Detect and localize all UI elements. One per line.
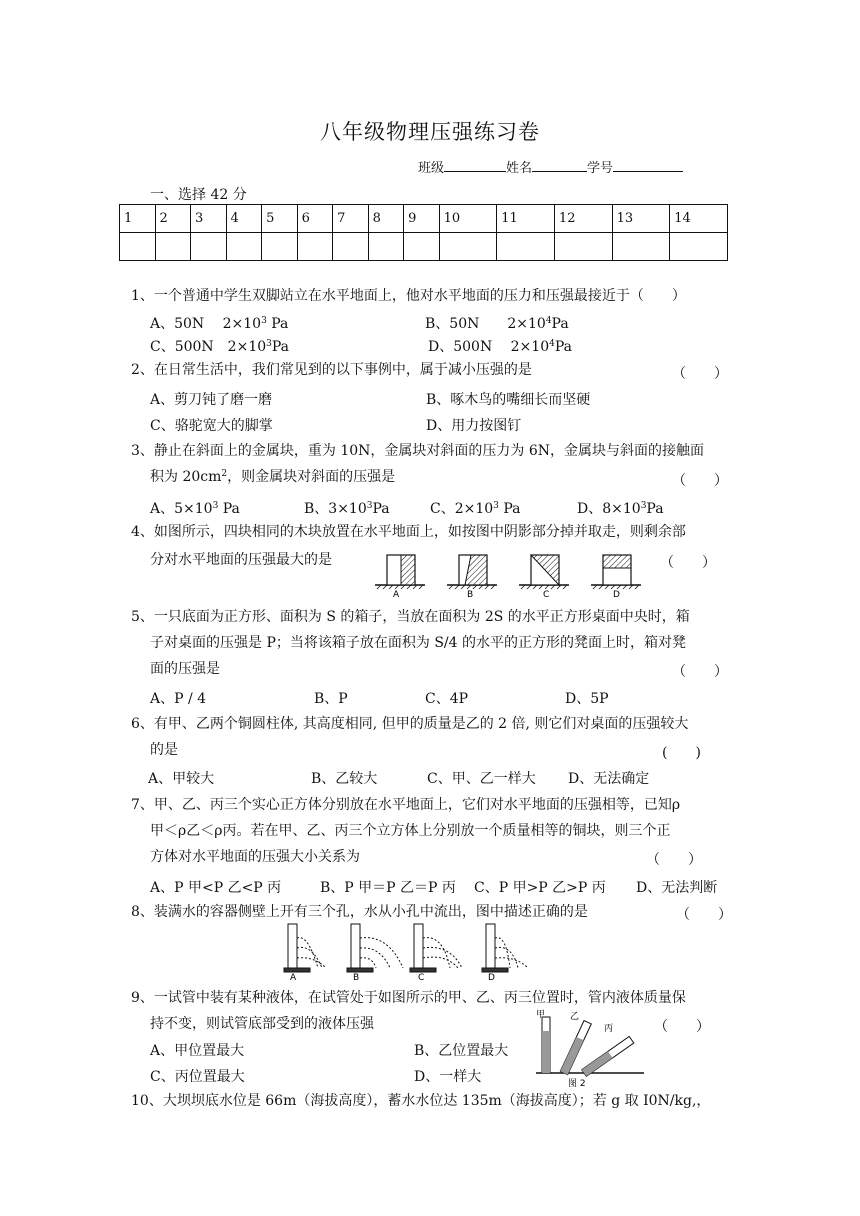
q2-option-a: A、剪刀钝了磨一磨: [150, 392, 273, 408]
jet-figure-c: [410, 924, 462, 972]
q4-wood-blocks-figure: [373, 549, 645, 599]
answer-cell[interactable]: [155, 233, 191, 261]
q1-option-a-unit: Pa: [266, 316, 289, 332]
q7-option-a: A、P 甲<P 乙<P 丙: [150, 880, 282, 896]
answer-header: 12: [554, 205, 612, 233]
q1-option-b-unit: Pa: [551, 316, 569, 332]
answer-header: 4: [226, 205, 262, 233]
q9-option-b: B、乙位置最大: [414, 1043, 509, 1059]
answer-cell[interactable]: [497, 233, 555, 261]
q3-option-b-exp: 3: [366, 501, 373, 511]
answer-cell[interactable]: [191, 233, 227, 261]
q3-option-a-exp: 3: [212, 501, 219, 511]
page-title: 八年级物理压强练习卷: [320, 120, 540, 144]
question-5-line-1: 5、一只底面为正方形、面积为 S 的箱子，当放在面积为 2S 的水平正方形桌面中央时，箱: [131, 609, 690, 625]
question-7-line-2: 甲＜ρ乙＜ρ丙。若在甲、乙、丙三个立方体上分别放一个质量相等的铜块，则三个正: [150, 823, 671, 839]
q1-option-a-exp: 3: [261, 316, 267, 326]
q9-option-d: D、一样大: [414, 1069, 482, 1085]
jet-label-c: C: [418, 973, 425, 980]
section-heading: 一、选择 42 分: [150, 187, 247, 203]
student-info: [418, 157, 683, 176]
answer-cell[interactable]: [670, 233, 728, 261]
q2-option-b: B、啄木鸟的嘴细长而坚硬: [426, 392, 591, 408]
q3-option-c-text: C、2×10: [430, 501, 494, 517]
q9-option-c: C、丙位置最大: [150, 1069, 245, 1085]
answer-header: 3: [191, 205, 227, 233]
q5-option-c: C、4P: [425, 691, 469, 707]
question-4-line-2: 分对水平地面的压强最大的是: [150, 552, 332, 568]
question-6-line-2: 的是: [150, 742, 178, 758]
question-1-text: 1、一个普通中学生双脚站立在水平地面上，他对水平地面的压力和压强最接近于（ ）: [131, 288, 686, 304]
class-field[interactable]: [444, 159, 506, 172]
q1-option-d: [428, 336, 572, 356]
tube-label-jia: 甲: [536, 1010, 546, 1020]
answer-cell[interactable]: [554, 233, 612, 261]
q1-option-c-text: C、500N 2×10: [150, 339, 267, 355]
q1-option-d-text: D、500N 2×10: [428, 339, 550, 355]
answer-header: 10: [439, 205, 497, 233]
question-5-line-3: 面的压强是: [150, 661, 220, 677]
question-10-text: 10、大坝坝底水位是 66m（海拔高度），蓄水水位达 135m（海拔高度）；若 g 取 I0N/kg,，: [131, 1093, 711, 1109]
q9-option-a: A、甲位置最大: [150, 1043, 245, 1059]
block-label-b: B: [467, 590, 474, 599]
answer-cell[interactable]: [404, 233, 440, 261]
q8-water-jets-figure: [278, 920, 536, 980]
q7-option-b: B、P 甲＝P 乙＝P 丙: [320, 880, 456, 896]
student-id-field[interactable]: [613, 159, 683, 172]
q1-option-b-text: B、50N 2×10: [425, 316, 546, 332]
q1-option-a-text: A、50N 2×10: [150, 316, 262, 332]
q1-option-c-exp: 3: [266, 339, 272, 349]
answer-header: 11: [497, 205, 555, 233]
q6-option-a: A、甲较大: [148, 771, 215, 787]
q3-option-d: [577, 498, 664, 518]
jet-figure-a: [284, 924, 326, 972]
q1-option-b-exp: 4: [545, 316, 552, 326]
q3-option-d-exp: 3: [640, 501, 647, 511]
q8-answer-paren: （ ）: [676, 907, 732, 923]
q1-option-c: [150, 336, 289, 356]
q3-option-a-unit: Pa: [218, 501, 240, 517]
question-3-line-2: [150, 464, 395, 490]
question-8-text: 8、装满水的容器侧壁上开有三个孔，水从小孔中流出，图中描述正确的是: [131, 904, 588, 920]
q5-option-d: D、5P: [565, 691, 609, 707]
answer-header: 5: [262, 205, 298, 233]
q1-option-d-unit: Pa: [554, 339, 572, 355]
q5-option-b: B、P: [314, 691, 348, 707]
block-label-c: C: [543, 590, 550, 599]
answer-cell[interactable]: [226, 233, 262, 261]
q3-answer-paren: （ ）: [672, 473, 728, 489]
q6-option-c: C、甲、乙一样大: [427, 771, 536, 787]
q3-option-b: [304, 498, 390, 518]
answer-cell[interactable]: [368, 233, 404, 261]
figure-caption: 图 2: [568, 1079, 586, 1089]
id-label: 学号: [587, 161, 614, 176]
block-label-a: A: [393, 590, 400, 599]
answer-cell[interactable]: [262, 233, 298, 261]
q2-option-d: D、用力按图钉: [426, 418, 522, 434]
q3-option-b-text: B、3×10: [304, 501, 367, 517]
answer-cell[interactable]: [612, 233, 670, 261]
q3-option-b-unit: Pa: [372, 501, 390, 517]
answer-header: 8: [368, 205, 404, 233]
question-7-line-1: 7、甲、乙、丙三个实心正方体分别放在水平地面上，它们对水平地面的压强相等，已知ρ: [131, 797, 681, 813]
q3-line-2-rest: ，则金属块对斜面的压强是: [227, 469, 396, 485]
q7-option-c: C、P 甲>P 乙>P 丙: [474, 880, 606, 896]
answer-header: 14: [670, 205, 728, 233]
answer-cell[interactable]: [333, 233, 369, 261]
q3-line-2-exp: 2: [221, 469, 228, 479]
q3-line-2-text: 积为 20cm: [150, 469, 222, 485]
q7-option-d: D、无法判断: [636, 880, 718, 896]
answer-table-blank-row: [120, 233, 728, 261]
question-2-text: 2、在日常生活中，我们常见到的以下事例中，属于减小压强的是: [131, 362, 532, 378]
q3-option-a: [150, 498, 240, 518]
tube-label-bing: 丙: [604, 1024, 614, 1034]
q3-option-c-exp: 3: [493, 501, 499, 511]
jet-label-a: A: [290, 973, 297, 980]
question-5-line-2: 子对桌面的压强是 P；当将该箱子放在面积为 S/4 的水平的正方形的凳面上时，箱对凳: [150, 635, 686, 651]
q6-option-b: B、乙较大: [311, 771, 378, 787]
question-6-line-1: 6、有甲、乙两个铜圆柱体, 其高度相同, 但甲的质量是乙的 2 倍, 则它们对桌面的压强较大: [131, 716, 689, 732]
answer-table-header-row: [120, 205, 728, 233]
answer-cell[interactable]: [439, 233, 497, 261]
answer-header: 13: [612, 205, 670, 233]
jet-figure-d: [482, 924, 528, 972]
q1-option-d-exp: 4: [549, 339, 555, 349]
question-4-line-1: 4、如图所示，四块相同的木块放置在水平地面上，如按图中阴影部分掉并取走，则剩余部: [131, 524, 686, 540]
q2-option-c: C、骆驼宽大的脚掌: [150, 418, 273, 434]
q7-answer-paren: （ ）: [646, 852, 702, 868]
answer-header: 2: [155, 205, 191, 233]
q5-answer-paren: （ ）: [672, 664, 728, 680]
question-9-line-1: 9、一试管中装有某种液体，在试管处于如图所示的甲、乙、丙三位置时，管内液体质量保: [131, 990, 686, 1006]
block-label-d: D: [613, 590, 620, 599]
q9-answer-paren: （ ）: [654, 1019, 710, 1035]
name-field[interactable]: [532, 159, 587, 172]
answer-header: 7: [333, 205, 369, 233]
jet-label-d: D: [488, 973, 495, 980]
q9-test-tube-figure: [534, 1009, 646, 1089]
block-figure-c: [519, 555, 569, 599]
block-figure-b: [447, 555, 497, 599]
q2-answer-paren: （ ）: [672, 366, 728, 382]
name-label: 姓名: [506, 161, 533, 176]
answer-table: [119, 204, 728, 261]
q3-option-a-text: A、5×10: [150, 501, 213, 517]
answer-cell[interactable]: [297, 233, 333, 261]
q1-option-c-unit: Pa: [271, 339, 290, 355]
q3-option-d-unit: Pa: [646, 501, 664, 517]
question-7-line-3: 方体对水平地面的压强大小关系为: [150, 849, 360, 865]
q6-answer-paren: ( ): [662, 745, 701, 761]
q3-option-c: [430, 498, 521, 518]
question-9-line-2: 持不变，则试管底部受到的液体压强: [150, 1016, 374, 1032]
question-3-line-1: 3、静止在斜面上的金属块，重为 10N，金属块对斜面的压力为 6N，金属块与斜面的接触面: [131, 443, 705, 459]
q4-answer-paren: （ ）: [660, 555, 716, 571]
block-figure-d: [591, 555, 641, 599]
q3-option-d-text: D、8×10: [577, 501, 641, 517]
answer-header: 9: [404, 205, 440, 233]
answer-cell[interactable]: [120, 233, 156, 261]
q1-option-b: [425, 313, 569, 333]
q5-option-a: A、P / 4: [150, 691, 207, 707]
answer-header: 1: [120, 205, 156, 233]
tube-label-yi: 乙: [570, 1012, 580, 1022]
q3-option-c-unit: Pa: [498, 501, 521, 517]
block-figure-a: [375, 555, 425, 599]
class-label: 班级: [418, 161, 445, 176]
answer-header: 6: [297, 205, 333, 233]
q1-option-a: [150, 313, 288, 333]
jet-label-b: B: [353, 973, 360, 980]
q6-option-d: D、无法确定: [568, 771, 650, 787]
jet-figure-b: [347, 924, 403, 972]
